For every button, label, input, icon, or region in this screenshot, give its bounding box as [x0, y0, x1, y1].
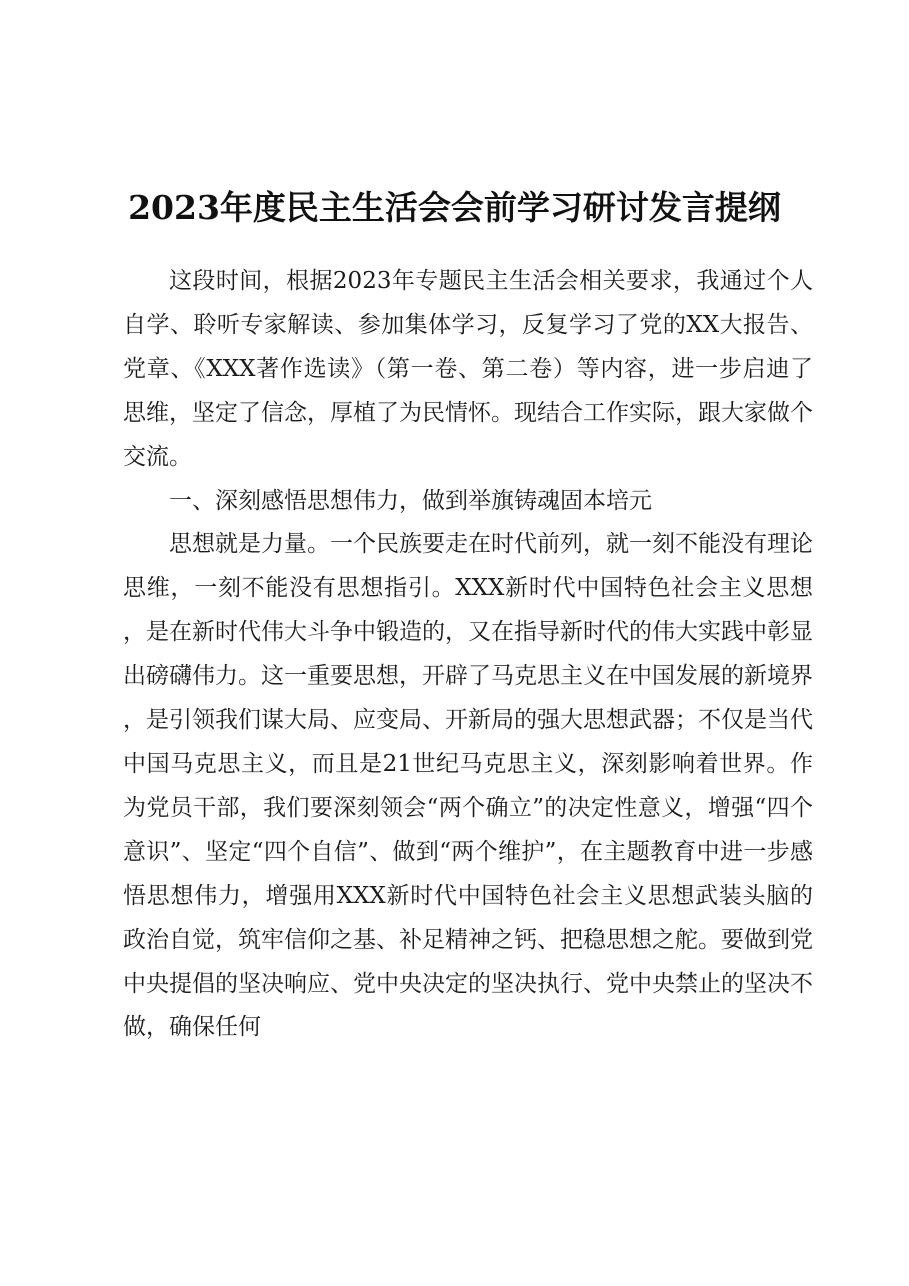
section-heading-1: 一、深刻感悟思想伟力，做到举旗铸魂固本培元 — [169, 487, 652, 514]
section-1-paragraph: 思想就是力量。一个民族要走在时代前列，就一刻不能没有理论思维，一刻不能没有思想指引。XXX新时代中国特色社会主义思想，是在新时代伟大斗争中锻造的，又在指导新时代的伟大实践中彰显出磅礴伟力。这一重要思想，开辟了马克思主义在中国发展的新境界，是引领我们谋大局、应变局、开新局的强大思想武器；不仅是当代中国马克思主义，而且是21世纪马克思主义，深刻影响着世界。作为党员干部，我们要深刻领会“两个确立”的决定性意义，增强“四个意识”、坚定“四个自信”、做到“两个维护”，在主题教育中进一步感悟思想伟力，增强用XXX新时代中国特色社会主义思想武装头脑的政治自觉，筑牢信仰之基、补足精神之钙、把稳思想之舵。要做到党中央提倡的坚决响应、党中央决定的坚决执行、党中央禁止的坚决不做，确保任何 — [123, 531, 813, 1041]
document-title: 2023年度民主生活会会前学习研讨发言提纲 — [128, 188, 781, 227]
document-body — [123, 260, 813, 1050]
intro-paragraph: 这段时间，根据2023年专题民主生活会相关要求，我通过个人自学、聆听专家解读、参加集体学习，反复学习了党的XX大报告、党章、《XXX著作选读》（第一卷、第二卷）等内容，进一步启迪了思维，坚定了信念，厚植了为民情怀。现结合工作实际，跟大家做个交流。 — [123, 268, 813, 470]
